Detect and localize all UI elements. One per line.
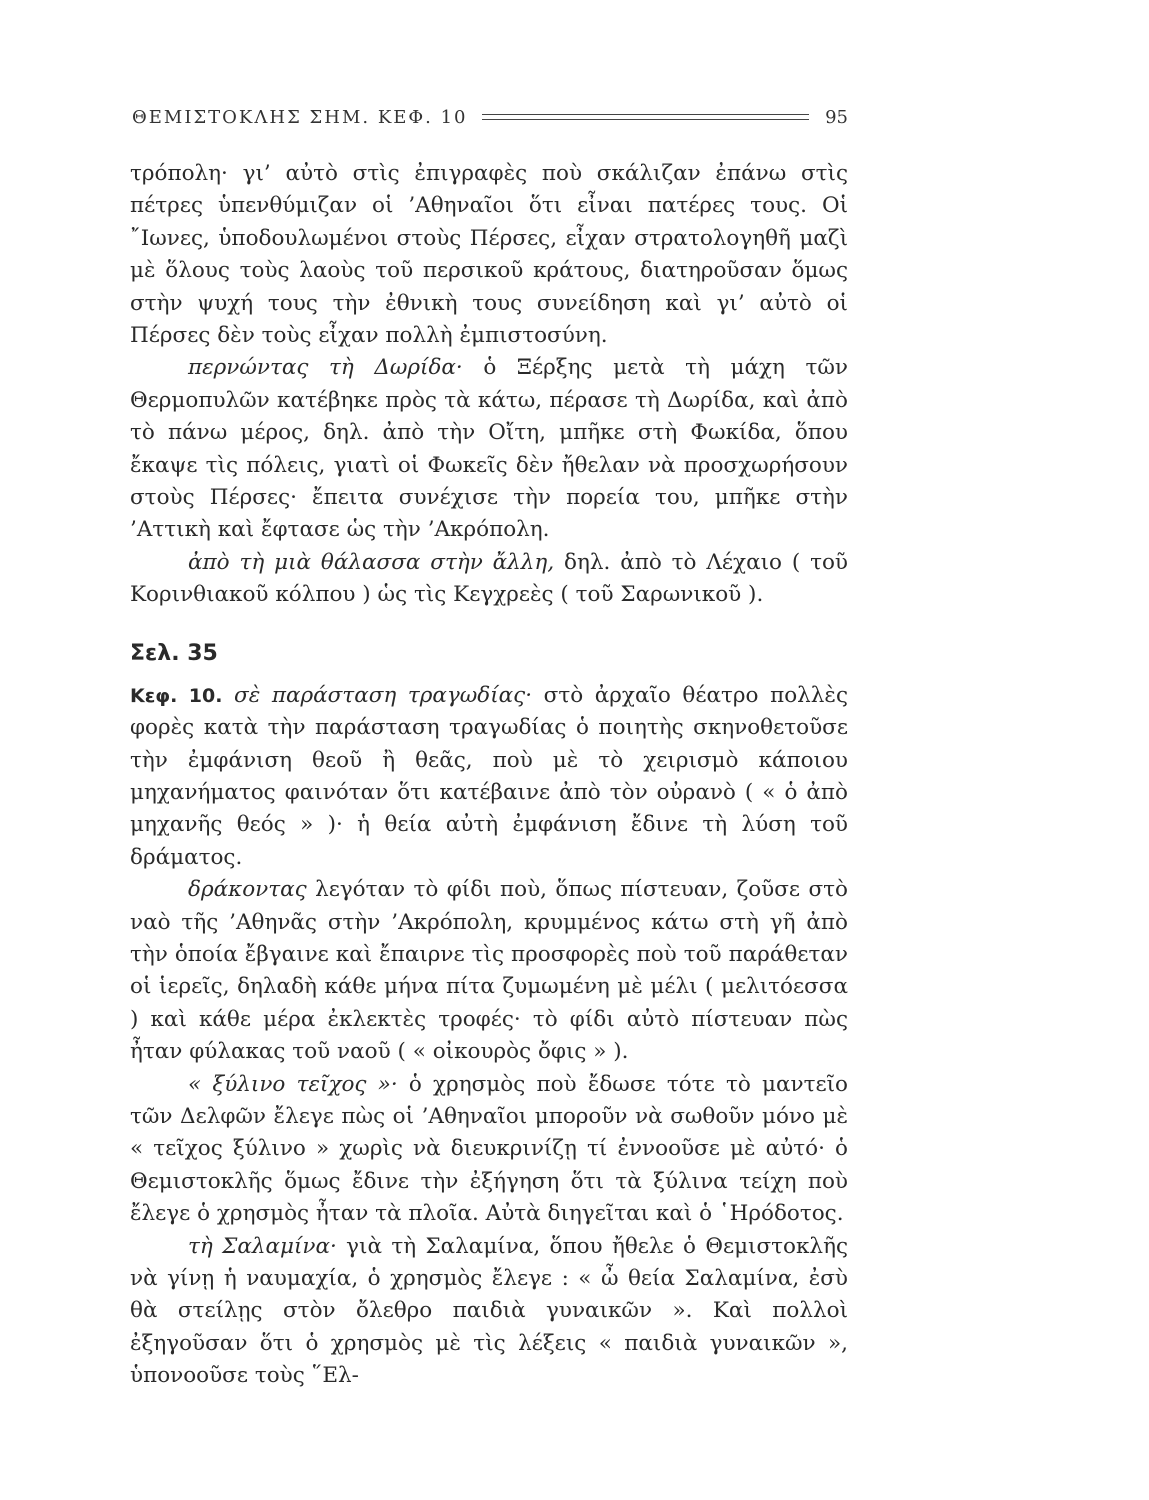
paragraph-4 xyxy=(130,680,848,874)
paragraph-1: τρόπολη· γι’ αὐτὸ στὶς ἐπιγραφὲς ποὺ σκάλιζαν ἐπάνω στὶς πέτρες ὑπενθύμιζαν οἱ ’Αθηναῖοι ὅτι εἶναι πατέρες τους. Οἱ ῎Ιωνες, ὑποδουλωμένοι στοὺς Πέρσες, εἶχαν στρατολογηθῆ μαζὶ μὲ ὅλους τοὺς λαοὺς τοῦ περσικοῦ κράτους, διατηροῦσαν ὅμως στὴν ψυχή τους τὴν ἐθνικὴ τους συνείδηση καὶ γι’ αὐτὸ οἱ Πέρσες δὲν τοὺς εἶχαν πολλὴ ἐμπιστοσύνη. xyxy=(130,161,848,349)
paragraph-7 xyxy=(130,1231,848,1393)
running-head-title: ΘΕΜΙΣΤΟΚΛΗΣ ΣΗΜ. ΚΕΦ. 10 xyxy=(132,106,468,128)
gloss-text: ὁ χρησμὸς ποὺ ἔδωσε τότε τὸ μαντεῖο τῶν Δελφῶν ἔλεγε πὼς οἱ ’Αθηναῖοι μποροῦν νὰ σωθοῦν μόνο μὲ « τεῖχος ξύλινο » χωρὶς νὰ διευκρινίζῃ τί ἐννοοῦσε μὲ αὐτό· ὁ Θεμιστοκλῆς ὅμως ἔδινε τὴν ἐξήγηση ὅτι τὰ ξύλινα τείχη ποὺ ἔλεγε ὁ χρησμὸς ἦταν τὰ πλοῖα. Αὐτὰ διηγεῖται καὶ ὁ ῾Ηρόδοτος. xyxy=(130,1071,848,1227)
gloss-term: « ξύλινο τεῖχος »· xyxy=(188,1071,398,1097)
running-head xyxy=(132,104,848,130)
section-heading: Σελ. 35 xyxy=(130,640,218,666)
paragraph-5 xyxy=(130,874,848,1068)
gloss-text: δηλ. ἀπὸ τὸ Λέχαιο ( τοῦ Κορινθιακοῦ κόλπου ) ὡς τὶς Κεγχρεὲς ( τοῦ Σαρωνικοῦ ). xyxy=(130,549,849,608)
paragraph-3 xyxy=(130,547,848,612)
paragraph-6 xyxy=(130,1069,848,1231)
paragraph-2 xyxy=(130,352,848,546)
gloss-text: στὸ ἀρχαῖο θέατρο πολλὲς φορὲς κατὰ τὴν παράσταση τραγωδίας ὁ ποιητὴς σκηνοθετοῦσε τὴν ἐμφάνιση θεοῦ ἢ θεᾶς, ποὺ μὲ τὸ χειρισμὸ κάποιου μηχανήματος φαινόταν ὅτι κατέβαινε ἀπὸ τὸν οὐρανὸ ( « ὁ ἀπὸ μηχανῆς θεός » )· ἡ θεία αὐτὴ ἐμφάνιση ἔδινε τὴ λύση τοῦ δράματος. xyxy=(130,682,849,870)
gloss-text: γιὰ τὴ Σαλαμίνα, ὅπου ἤθελε ὁ Θεμιστοκλῆς νὰ γίνῃ ἡ ναυμαχία, ὁ χρησμὸς ἔλεγε : « ὦ θεία Σαλαμίνα, ἐσὺ θὰ στείλῃς στὸν ὄλεθρο παιδιὰ γυναικῶν ». Καὶ πολλοὶ ἐξηγοῦσαν ὅτι ὁ χρησμὸς μὲ τὶς λέξεις « παιδιὰ γυναικῶν », ὑπονοοῦσε τοὺς ῞Ελ- xyxy=(130,1233,848,1389)
chapter-label: Κεφ. 10. xyxy=(130,684,223,707)
gloss-term: δράκοντας xyxy=(188,877,307,903)
gloss-term: τὴ Σαλαμίνα· xyxy=(188,1233,337,1259)
gloss-term: ἀπὸ τὴ μιὰ θάλασσα στὴν ἄλλη, xyxy=(188,549,555,575)
page-number: 95 xyxy=(825,106,848,128)
gloss-term: σὲ παράσταση τραγωδίας· xyxy=(222,682,533,708)
gloss-term: περνώντας τὴ Δωρίδα· xyxy=(188,355,463,381)
header-double-rule xyxy=(482,114,810,120)
page-body xyxy=(130,158,848,1393)
gloss-text: ὁ Ξέρξης μετὰ τὴ μάχη τῶν Θερμοπυλῶν κατέβηκε πρὸς τὰ κάτω, πέρασε τὴ Δωρίδα, καὶ ἀπὸ τὸ πάνω μέρος, δηλ. ἀπὸ τὴν Οἴτη, μπῆκε στὴ Φωκίδα, ὅπου ἔκαψε τὶς πόλεις, γιατὶ οἱ Φωκεῖς δὲν ἤθελαν νὰ προσχωρήσουν στοὺς Πέρσες· ἔπειτα συνέχισε τὴν πορεία του, μπῆκε στὴν ’Αττικὴ καὶ ἔφτασε ὡς τὴν ’Ακρόπολη. xyxy=(130,355,848,543)
gloss-text: λεγόταν τὸ φίδι ποὺ, ὅπως πίστευαν, ζοῦσε στὸ ναὸ τῆς ’Αθηνᾶς στὴν ’Ακρόπολη, κρυμμένος κάτω στὴ γῆ ἀπὸ τὴν ὁποία ἔβγαινε καὶ ἔπαιρνε τὶς προσφορὲς ποὺ τοῦ παράθεταν οἱ ἱερεῖς, δηλαδὴ κάθε μήνα πίτα ζυμωμένη μὲ μέλι ( μελιτόεσσα ) καὶ κάθε μέρα ἐκλεκτὲς τροφές· τὸ φίδι αὐτὸ πίστευαν πὼς ἦταν φύλακας τοῦ ναοῦ ( « οἰκουρὸς ὄφις » ). xyxy=(130,877,848,1065)
